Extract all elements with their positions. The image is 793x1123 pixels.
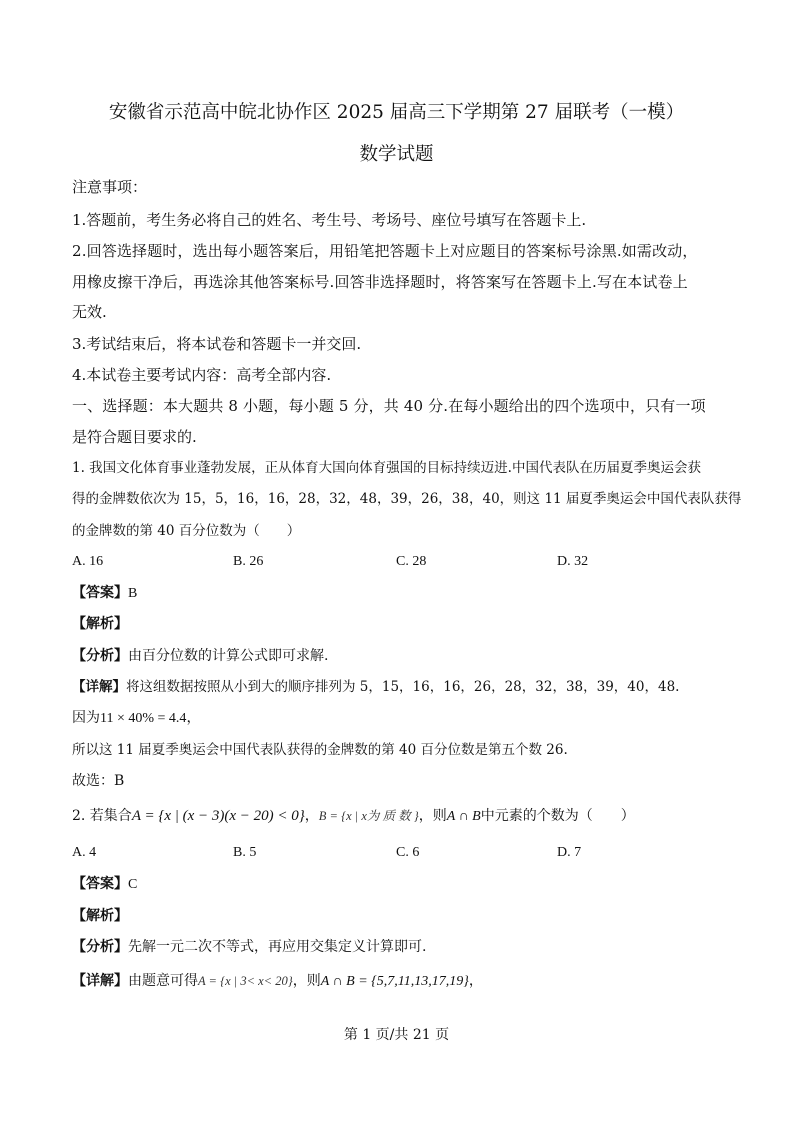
q2-sep: ，: [304, 808, 319, 824]
answer-value: C: [128, 877, 138, 892]
q1-option-a: A. 16: [72, 554, 104, 569]
q1-fenxi: [72, 646, 328, 666]
because-text: 因为: [72, 710, 100, 726]
notice-line: 1.答题前，考生务必将自己的姓名、考生号、考场号、座位号填写在答题卡上.: [72, 211, 587, 229]
q2-option-d: D. 7: [557, 845, 582, 860]
xiangjie-tag: 【详解】: [72, 679, 126, 695]
q1-stem-line: 得的金牌数依次为 15，5，16，16，28，32，48，39，26，38，40，则这 11 届夏季奥运会中国代表队获得: [72, 491, 742, 507]
xiangjie-mid: ，则: [292, 973, 321, 989]
notice-line: 4.本试卷主要考试内容：高考全部内容.: [72, 366, 332, 384]
q1-answer: [72, 583, 137, 604]
fenxi-text: 先解一元二次不等式，再应用交集定义计算即可.: [128, 939, 427, 955]
exam-subtitle: 数学试题: [359, 144, 434, 165]
q2-xiangjie: [72, 971, 483, 992]
q1-conclusion: 所以这 11 届夏季奥运会中国代表队获得的金牌数的第 40 百分位数是第五个数 26.: [72, 742, 568, 758]
set-a-solution: A = {x | 3< x< 20}: [198, 974, 293, 988]
answer-tag: 【答案】: [72, 876, 128, 892]
notice-line: 2.回答选择题时，选出每小题答案后，用铅笔把答题卡上对应题目的答案标号涂黑.如需改动，: [72, 242, 698, 260]
q2-option-b: B. 5: [233, 845, 257, 860]
q1-xiangjie: [72, 677, 679, 697]
exam-title: 安徽省示范高中皖北协作区 2025 届高三下学期第 27 届联考（一模）: [108, 102, 685, 123]
notice-line: 3.考试结束后，将本试卷和答题卡一并交回.: [72, 335, 362, 353]
q2-post: ，则: [418, 808, 447, 824]
xiangjie-end: ，: [468, 973, 483, 989]
because-punct: ，: [186, 710, 201, 726]
q1-because: [72, 708, 200, 729]
because-formula: 11 × 40% = 4.4: [100, 711, 187, 726]
q1-option-b: B. 26: [233, 554, 264, 569]
q2-pre: 2. 若集合: [72, 808, 132, 824]
section-heading: 是符合题目要求的.: [72, 428, 197, 446]
fenxi-text: 由百分位数的计算公式即可求解.: [128, 648, 329, 664]
xiangjie-tag: 【详解】: [72, 973, 128, 989]
q2-stem: [72, 806, 635, 827]
xiangjie-text: 将这组数据按照从小到大的顺序排列为 5，15，16，16，26，28，32，38，39，40，48.: [126, 679, 680, 695]
fenxi-tag: 【分析】: [72, 648, 128, 664]
q2-tail: 中元素的个数为（ ）: [480, 808, 635, 824]
q1-stem-line: 的金牌数的第 40 百分位数为（ ）: [72, 523, 301, 539]
q2-fenxi: [72, 937, 426, 957]
q1-option-d: D. 32: [557, 554, 589, 569]
q1-stem-line: 1. 我国文化体育事业蓬勃发展，正从体育大国向体育强国的目标持续迈进.中国代表队在历届夏季奥运会获: [72, 460, 701, 476]
page-footer: 第 1 页/共 21 页: [343, 1027, 450, 1043]
answer-tag: 【答案】: [72, 585, 128, 601]
analysis-tag: 【解析】: [72, 908, 128, 924]
notice-line: 无效.: [72, 303, 107, 321]
fenxi-tag: 【分析】: [72, 939, 128, 955]
section-heading: 一、选择题：本大题共 8 小题，每小题 5 分，共 40 分.在每小题给出的四个选项中，只有一项: [72, 397, 706, 415]
notice-line: 用橡皮擦干净后，再选涂其他答案标号.回答非选择题时，将答案写在答题卡上.写在本试卷上: [72, 273, 688, 291]
answer-value: B: [128, 586, 138, 601]
set-b-formula: B = {x | x为 质 数 }: [318, 809, 419, 823]
q1-choice: 故选：B: [72, 773, 125, 789]
q2-answer: [72, 874, 137, 895]
analysis-tag: 【解析】: [72, 616, 128, 632]
q2-option-c: C. 6: [396, 845, 420, 860]
notice-heading: 注意事项：: [72, 178, 148, 196]
set-a-formula: A = {x | (x − 3)(x − 20) < 0}: [131, 808, 305, 824]
intersection-formula: A ∩ B: [446, 809, 481, 824]
xiangjie-pre: 由题意可得: [128, 973, 198, 989]
q1-option-c: C. 28: [396, 554, 427, 569]
q2-option-a: A. 4: [72, 845, 97, 860]
intersection-result: A ∩ B = {5,7,11,13,17,19}: [320, 974, 469, 989]
